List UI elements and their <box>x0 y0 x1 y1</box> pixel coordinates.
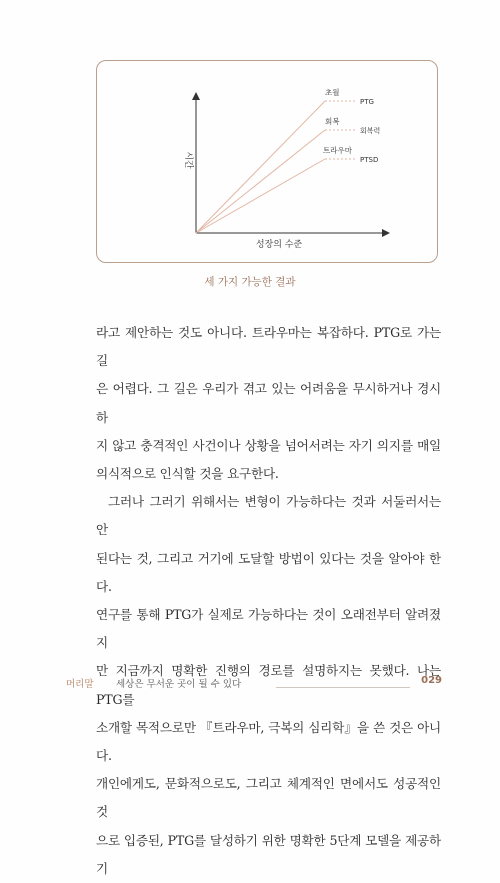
text-line: 개인에게도, 문화적으로도, 그리고 체계적인 면에서도 성공적인 것 <box>96 776 441 820</box>
text-line: 의식적으로 인식할 것을 요구한다. <box>96 466 279 482</box>
series-line-recovery <box>196 130 325 233</box>
series-line-transcendence <box>196 101 325 233</box>
x-axis-arrow <box>382 229 390 237</box>
x-axis-label: 성장의 수준 <box>255 240 303 250</box>
text-line: 된다는 것, 그리고 거기에 도달할 방법이 있다는 것을 알아야 한다. <box>96 550 441 594</box>
figure-frame <box>96 60 438 263</box>
text-line: 라고 제안하는 것도 아니다. 트라우마는 복잡하다. PTG로 가는 길 <box>96 325 441 369</box>
end-label-ptsd: PTSD <box>360 156 379 164</box>
body-text <box>96 319 441 883</box>
series-label-recovery: 회복 <box>325 117 340 126</box>
page-number: 029 <box>421 675 442 686</box>
text-line: 연구를 통해 PTG가 실제로 가능하다는 것이 오래전부터 알려졌지 <box>96 607 441 651</box>
y-axis-arrow <box>192 92 200 100</box>
paragraph <box>96 319 441 488</box>
footer-chapter-title: 세상은 무서운 곳이 될 수 있다 <box>116 679 242 690</box>
text-line: 소개할 목적으로만 『트라우마, 극복의 심리학』을 쓴 것은 아니다. <box>96 719 441 764</box>
page-footer <box>66 675 442 690</box>
y-axis-label: 시간 <box>183 151 193 169</box>
end-label-ptg: PTG <box>360 98 374 106</box>
footer-rule <box>276 687 410 688</box>
text-line: 만 지금까지 명확한 진행의 경로를 설명하지는 못했다. 나는 PTG를 <box>96 663 441 707</box>
series-label-transcendence: 초월 <box>325 88 340 97</box>
text-line: 은 어렵다. 그 길은 우리가 겪고 있는 어려움을 무시하거나 경시하 <box>96 381 441 425</box>
growth-chart <box>97 61 439 264</box>
end-label-resilience: 회복력 <box>360 127 381 135</box>
figure-caption: 세 가지 가능한 결과 <box>204 276 296 288</box>
text-line: 지 않고 충격적인 사건이나 상황을 넘어서려는 자기 의지를 매일 <box>96 437 441 453</box>
footer-section: 머리말 <box>66 679 94 690</box>
series-label-trauma: 트라우마 <box>323 146 352 155</box>
text-line: 으로 입증된, PTG를 달성하기 위한 명확한 5단계 모델을 제공하기 <box>96 832 441 876</box>
text-line: 그러나 그러기 위해서는 변형이 가능하다는 것과 서둘러서는 안 <box>96 494 441 538</box>
series-line-trauma <box>196 159 325 233</box>
